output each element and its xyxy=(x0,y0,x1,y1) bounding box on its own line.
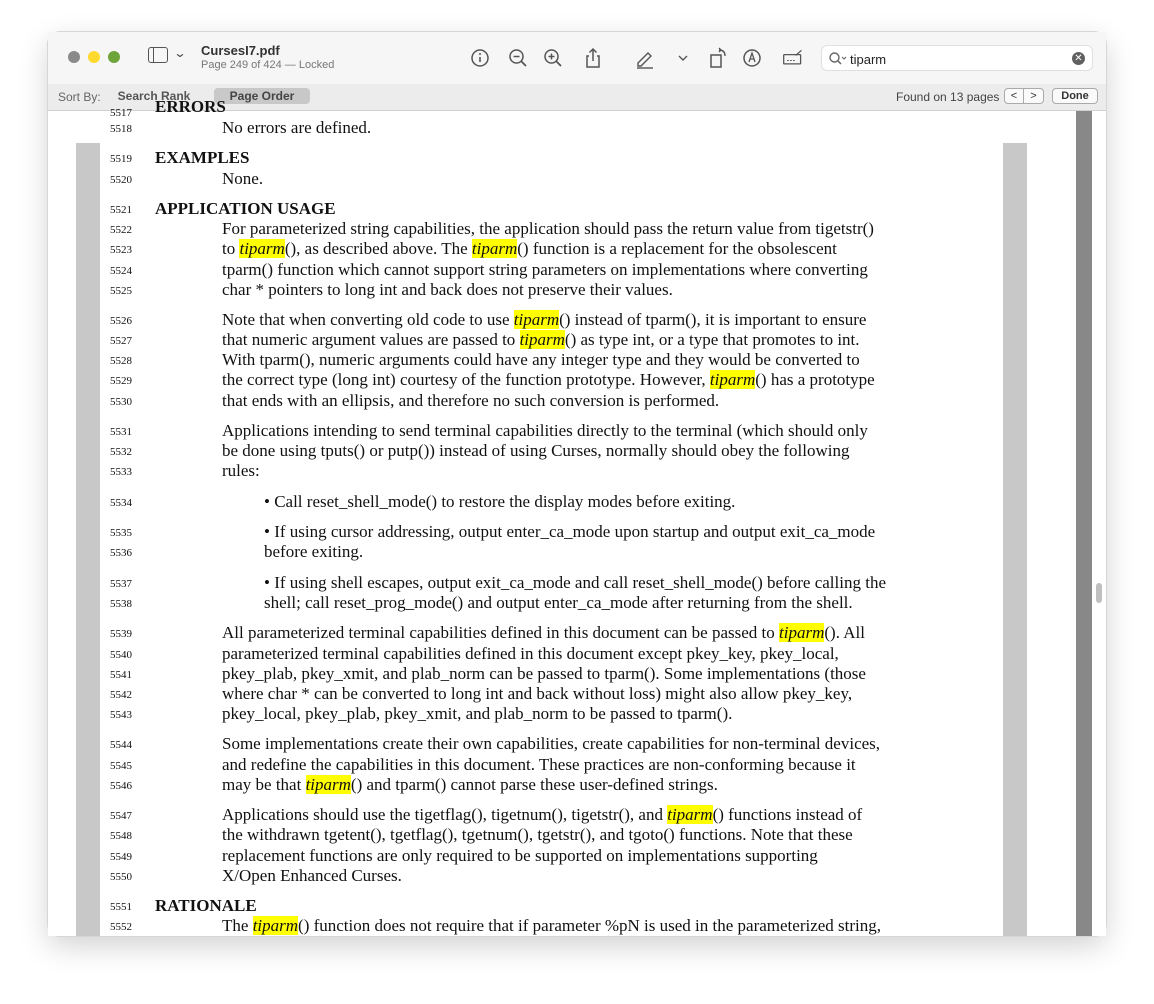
text-line: None. xyxy=(222,169,264,188)
bullet-line: • If using shell escapes, output exit_ca_mode and call reset_shell_mode() before calling the xyxy=(264,573,886,592)
line-number: 5529 xyxy=(110,375,132,387)
text-line: the correct type (long int) courtesy of the function prototype. However, tiparm() has a prototype xyxy=(222,370,875,389)
text-line: rules: xyxy=(222,461,260,480)
preview-window xyxy=(48,32,1106,936)
change-bar-right xyxy=(1003,143,1027,936)
text-line: parameterized terminal capabilities defined in this document except pkey_key, pkey_local, xyxy=(222,644,839,663)
text-line: to tiparm(), as described above. The tiparm() function is a replacement for the obsolescent xyxy=(222,239,837,258)
minimize-window-button[interactable] xyxy=(88,51,100,63)
found-count: Found on 13 pages xyxy=(896,90,1000,104)
search-match-highlight: tiparm xyxy=(513,310,560,329)
line-number: 5532 xyxy=(110,446,132,458)
rotate-icon[interactable] xyxy=(707,47,729,69)
line-number: 5541 xyxy=(110,669,132,681)
line-number: 5552 xyxy=(110,921,132,933)
info-icon[interactable] xyxy=(469,47,491,69)
clear-search-icon[interactable]: ✕ xyxy=(1072,52,1085,65)
sort-page-order-button[interactable]: Page Order xyxy=(214,88,310,104)
chevron-down-icon[interactable] xyxy=(672,47,686,69)
sidebar-toggle-icon[interactable] xyxy=(148,47,168,63)
line-number: 5551 xyxy=(110,901,132,913)
text-line: The tiparm() function does not require that if parameter %pN is used in the parameterized string, xyxy=(222,916,882,935)
search-field[interactable] xyxy=(821,45,1093,71)
line-number: 5531 xyxy=(110,426,132,438)
document-title: CursesI7.pdf xyxy=(201,43,280,58)
zoom-out-icon[interactable] xyxy=(507,47,529,69)
line-number: 5524 xyxy=(110,265,132,277)
text-line: pkey_plab, pkey_xmit, and plab_norm can be passed to tparm(). Some implementations (those xyxy=(222,664,866,683)
line-number: 5519 xyxy=(110,153,132,165)
text-line: Applications should use the tigetflag(), tigetnum(), tigetstr(), and tiparm() functions instead of xyxy=(222,805,863,824)
sort-by-label: Sort By: xyxy=(58,90,101,104)
text-line: Note that when converting old code to use tiparm() instead of tparm(), it is important to ensure xyxy=(222,310,867,329)
line-number: 5549 xyxy=(110,851,132,863)
cut-heading: ERRORS xyxy=(155,97,226,116)
text-line: All parameterized terminal capabilities defined in this document can be passed to tiparm(). All xyxy=(222,623,865,642)
close-window-button[interactable] xyxy=(68,51,80,63)
line-number: 5521 xyxy=(110,204,132,216)
line-number: 5527 xyxy=(110,335,132,347)
line-number: 5545 xyxy=(110,760,132,772)
line-number: 5550 xyxy=(110,871,132,883)
sort-search-rank-button[interactable]: Search Rank xyxy=(117,89,191,103)
line-number: 5517 xyxy=(110,107,132,119)
text-line: replacement functions are only required to be supported on implementations supporting xyxy=(222,846,818,865)
markup-pen-icon[interactable] xyxy=(634,47,656,69)
line-number: 5548 xyxy=(110,830,132,842)
search-icon xyxy=(828,51,848,67)
line-number: 5546 xyxy=(110,780,132,792)
line-number: 5538 xyxy=(110,598,132,610)
line-number: 5522 xyxy=(110,224,132,236)
line-number: 5543 xyxy=(110,709,132,721)
text-line: char * pointers to long int and back does not preserve their values. xyxy=(222,280,673,299)
line-number: 5537 xyxy=(110,578,132,590)
search-match-highlight: tiparm xyxy=(305,775,351,794)
next-result-button[interactable]: > xyxy=(1024,88,1044,104)
text-line: that numeric argument values are passed to tiparm() as type int, or a type that promotes to int. xyxy=(222,330,860,349)
line-number: 5526 xyxy=(110,315,132,327)
text-line: No errors are defined. xyxy=(222,118,372,137)
zoom-in-icon[interactable] xyxy=(542,47,564,69)
done-button[interactable]: Done xyxy=(1052,88,1098,104)
markup-circle-icon[interactable] xyxy=(741,47,763,69)
line-number: 5523 xyxy=(110,244,132,256)
line-number: 5533 xyxy=(110,466,132,478)
line-number: 5530 xyxy=(110,396,132,408)
change-bar-left xyxy=(76,143,100,936)
section-heading: RATIONALE xyxy=(155,896,257,915)
bullet-continuation: shell; call reset_prog_mode() and output enter_ca_mode after returning from the shell. xyxy=(264,593,853,612)
line-number: 5525 xyxy=(110,285,132,297)
line-number: 5542 xyxy=(110,689,132,701)
chevron-down-icon[interactable]: ⌄ xyxy=(173,46,187,60)
search-match-highlight: tiparm xyxy=(709,370,756,389)
search-input[interactable] xyxy=(850,50,1060,68)
line-number: 5534 xyxy=(110,497,132,509)
section-heading: APPLICATION USAGE xyxy=(155,199,336,218)
document-subtitle: Page 249 of 424 — Locked xyxy=(201,59,335,71)
search-match-highlight: tiparm xyxy=(779,623,825,642)
text-line: pkey_local, pkey_plab, pkey_xmit, and plab_norm to be passed to tparm(). xyxy=(222,704,733,723)
section-heading: EXAMPLES xyxy=(155,148,250,167)
text-line: For parameterized string capabilities, the application should pass the return value from tigetstr() xyxy=(222,219,874,238)
text-line: the withdrawn tgetent(), tgetflag(), tgetnum(), tgetstr(), and tgoto() functions. Note that these xyxy=(222,825,853,844)
search-match-highlight: tiparm xyxy=(252,916,299,935)
line-number: 5535 xyxy=(110,527,132,539)
toolbar xyxy=(48,32,1106,84)
text-line: X/Open Enhanced Curses. xyxy=(222,866,402,885)
text-line: that ends with an ellipsis, and therefore no such conversion is performed. xyxy=(222,391,720,410)
line-number: 5518 xyxy=(110,123,132,135)
text-line: and redefine the capabilities in this document. These practices are non-conforming because it xyxy=(222,755,856,774)
line-number: 5528 xyxy=(110,355,132,367)
line-number: 5539 xyxy=(110,628,132,640)
line-number: 5540 xyxy=(110,649,132,661)
line-number: 5544 xyxy=(110,739,132,751)
previous-result-button[interactable]: < xyxy=(1004,88,1024,104)
search-match-highlight: tiparm xyxy=(471,239,518,258)
search-match-highlight: tiparm xyxy=(667,805,713,824)
search-match-highlight: tiparm xyxy=(239,239,285,258)
text-line: With tparm(), numeric arguments could have any integer type and they would be converted to xyxy=(222,350,860,369)
bullet-continuation: before exiting. xyxy=(264,542,364,561)
bullet-line: • Call reset_shell_mode() to restore the display modes before exiting. xyxy=(264,492,736,511)
text-line: where char * can be converted to long int and back without loss) might also allow pkey_key, xyxy=(222,684,853,703)
text-line: Some implementations create their own capabilities, create capabilities for non-terminal devices, xyxy=(222,734,881,753)
text-line: may be that tiparm() and tparm() cannot parse these user-defined strings. xyxy=(222,775,718,794)
form-fill-icon[interactable] xyxy=(782,47,808,69)
page-edge-bar xyxy=(1076,111,1092,936)
scrollbar-thumb[interactable] xyxy=(1096,583,1102,603)
line-number: 5536 xyxy=(110,547,132,559)
zoom-window-button[interactable] xyxy=(108,51,120,63)
text-line: tparm() function which cannot support string parameters on implementations where converting xyxy=(222,260,868,279)
line-number: 5520 xyxy=(110,174,132,186)
search-match-highlight: tiparm xyxy=(519,330,565,349)
share-icon[interactable] xyxy=(582,47,604,69)
bullet-line: • If using cursor addressing, output enter_ca_mode upon startup and output exit_ca_mode xyxy=(264,522,876,541)
line-number: 5547 xyxy=(110,810,132,822)
text-line: Applications intending to send terminal capabilities directly to the terminal (which should only xyxy=(222,421,868,440)
text-line: be done using tputs() or putp()) instead of using Curses, normally should obey the following xyxy=(222,441,850,460)
